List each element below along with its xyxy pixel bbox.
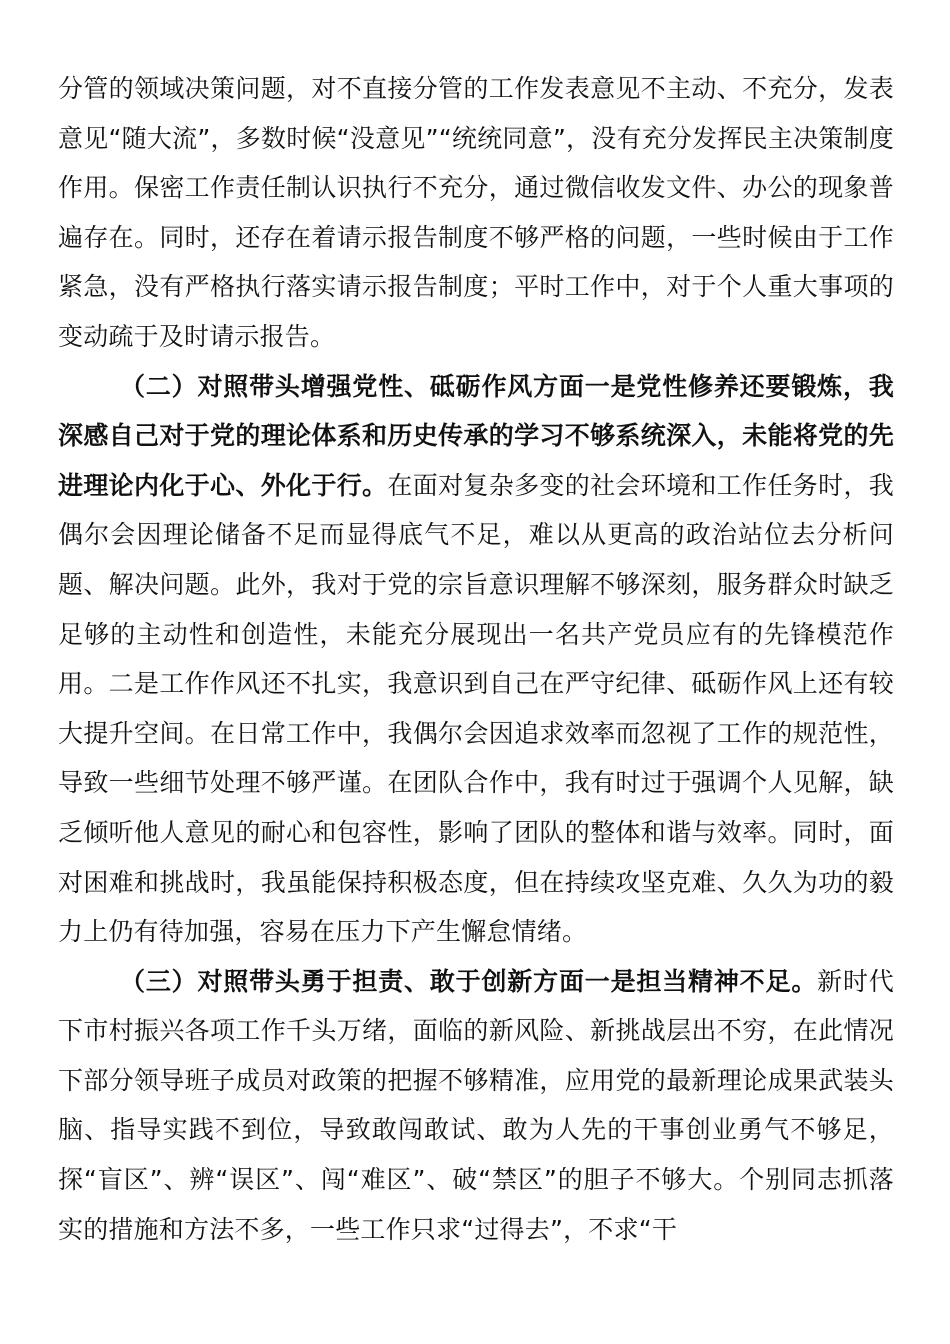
paragraph-1 — [58, 64, 894, 362]
paragraph-2 — [58, 362, 894, 957]
paragraph-3-text: 新时代下市村振兴各项工作千头万绪，面临的新风险、新挑战层出不穷，在此情况下部分领导班子成员对政策的把握不够精准，应用党的最新理论成果武装头脑、指导实践不到位，导致敢闯敢试、敢为人先的干事创业勇气不够足，探“盲区”、辨“误区”、闯“难区”、破“禁区”的胆子不够大。个别同志抓落实的措施和方法不多，一些工作只求“过得去”，不求“干 — [58, 966, 894, 1244]
paragraph-2-heading: （二）对照带头增强党性、砥砺作风方面一是党性修养还要锻炼，我深感自己对于党的理论体系和历史传承的学习不够系统深入，未能将党的先进理论内化于心、外化于行。 — [58, 371, 894, 500]
paragraph-1-text: 分管的领域决策问题，对不直接分管的工作发表意见不主动、不充分，发表意见“随大流”，多数时候“没意见”“统统同意”，没有充分发挥民主决策制度作用。保密工作责任制认识执行不充分，通过微信收发文件、办公的现象普遍存在。同时，还存在着请示报告制度不够严格的问题，一些时候由于工作紧急，没有严格执行落实请示报告制度；平时工作中，对于个人重大事项的变动疏于及时请示报告。 — [58, 74, 894, 351]
paragraph-3-heading: （三）对照带头勇于担责、敢于创新方面一是担当精神不足。 — [120, 966, 818, 996]
paragraph-2-text: 在面对复杂多变的社会环境和工作任务时，我偶尔会因理论储备不足而显得底气不足，难以从更高的政治站位去分析问题、解决问题。此外，我对于党的宗旨意识理解不够深刻，服务群众时缺乏足够的主动性和创造性，未能充分展现出一名共产党员应有的先锋模范作用。二是工作作风还不扎实，我意识到自己在严守纪律、砥砺作风上还有较大提升空间。在日常工作中，我偶尔会因追求效率而忽视了工作的规范性，导致一些细节处理不够严谨。在团队合作中，我有时过于强调个人见解，缺乏倾听他人意见的耐心和包容性，影响了团队的整体和谐与效率。同时，面对困难和挑战时，我虽能保持积极态度，但在持续攻坚克难、久久为功的毅力上仍有待加强，容易在压力下产生懈怠情绪。 — [58, 470, 894, 947]
paragraph-3 — [58, 957, 894, 1255]
document-page — [58, 64, 894, 1254]
